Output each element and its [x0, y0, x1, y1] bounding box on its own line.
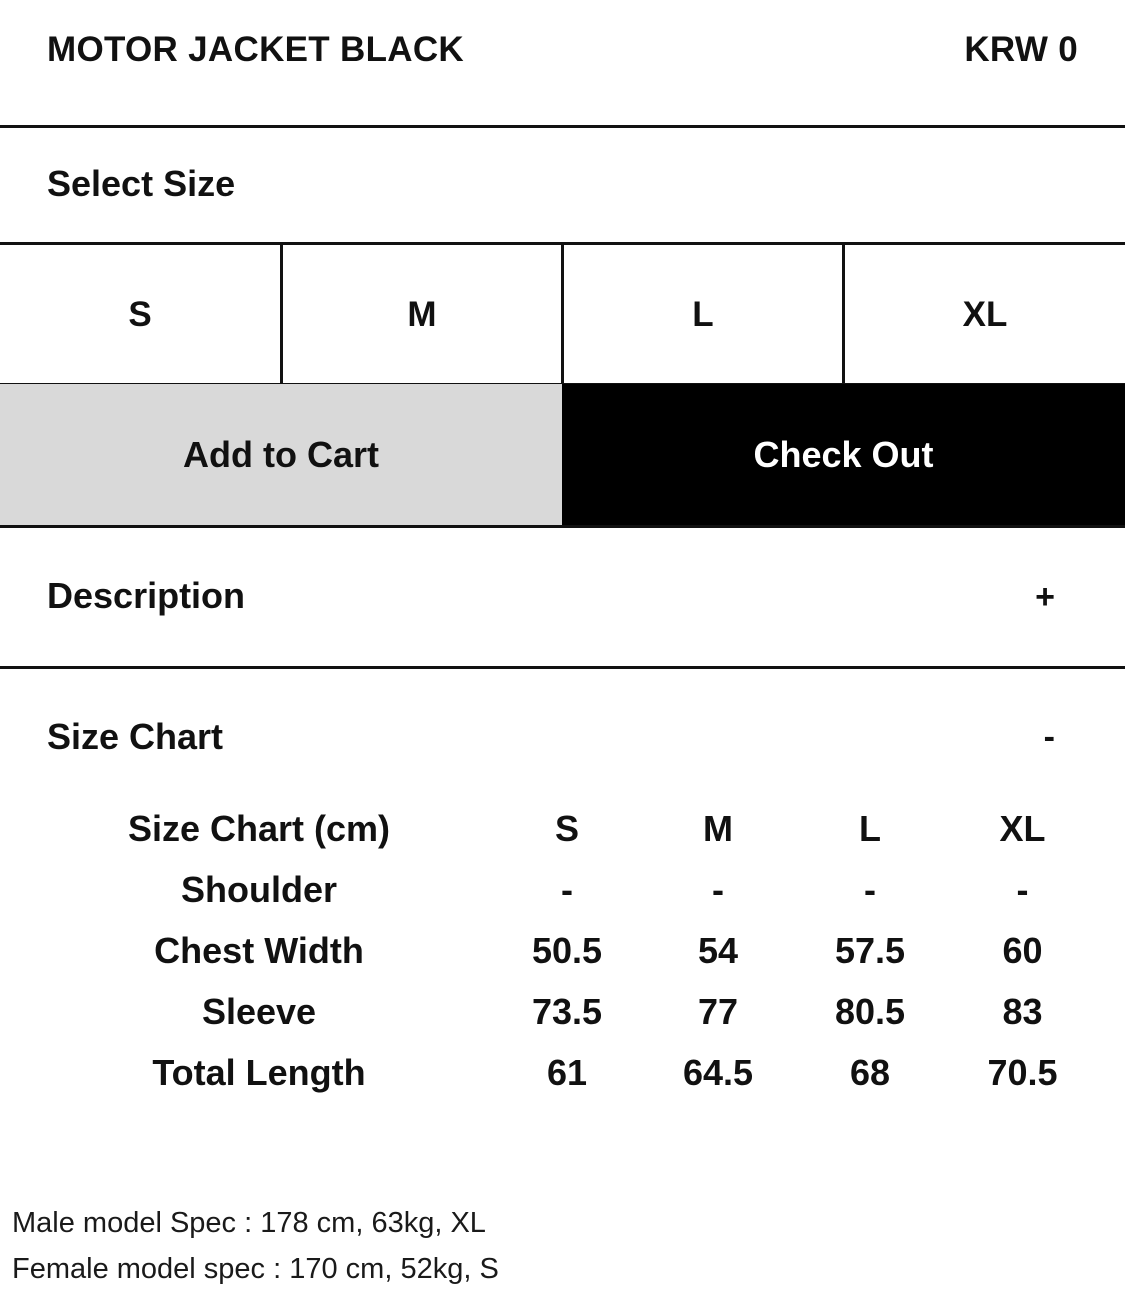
row-label: Total Length: [152, 1051, 366, 1093]
expand-icon[interactable]: +: [1035, 578, 1055, 616]
table-row: [0, 859, 1125, 920]
collapse-icon[interactable]: -: [1043, 718, 1055, 756]
column-header: M: [703, 807, 733, 849]
size-option-s[interactable]: S: [0, 245, 280, 384]
description-toggle[interactable]: Description: [47, 575, 246, 616]
size-option-xl[interactable]: XL: [845, 245, 1125, 384]
column-header: Size Chart (cm): [127, 807, 391, 849]
size-option-m[interactable]: M: [283, 245, 561, 384]
table-cell: 77: [697, 990, 739, 1032]
size-chart-toggle[interactable]: Size Chart: [47, 716, 224, 757]
male-model-spec: Male model Spec : 178 cm, 63kg, XL: [12, 1207, 486, 1239]
column-header: XL: [999, 807, 1046, 849]
column-header: S: [554, 807, 579, 849]
table-row: [0, 1042, 1125, 1103]
table-cell: 70.5: [987, 1051, 1058, 1093]
female-model-spec: Female model spec : 170 cm, 52kg, S: [12, 1253, 499, 1285]
row-label: Shoulder: [180, 868, 337, 910]
table-cell: 68: [849, 1051, 891, 1093]
table-row: [0, 981, 1125, 1042]
table-cell: -: [864, 868, 876, 910]
size-chart-table: [0, 798, 1125, 1103]
table-cell: 57.5: [834, 929, 906, 971]
column-header: L: [859, 807, 881, 849]
check-out-button[interactable]: Check Out: [562, 384, 1125, 526]
table-cell: -: [1016, 868, 1029, 910]
table-cell: 83: [1002, 990, 1043, 1032]
size-option-l[interactable]: L: [564, 245, 842, 384]
table-cell: 61: [546, 1051, 588, 1093]
table-cell: 54: [697, 929, 739, 971]
table-cell: -: [712, 868, 724, 910]
table-cell: 80.5: [834, 990, 906, 1032]
divider: [0, 525, 1125, 528]
product-title: MOTOR JACKET BLACK: [47, 30, 464, 69]
divider: [0, 125, 1125, 128]
row-label: Chest Width: [154, 929, 364, 971]
table-cell: 60: [1002, 929, 1043, 971]
table-cell: 73.5: [531, 990, 603, 1032]
table-cell: 64.5: [682, 1051, 754, 1093]
add-to-cart-button[interactable]: Add to Cart: [0, 384, 562, 526]
divider: [0, 666, 1125, 669]
product-price: KRW 0: [964, 30, 1078, 69]
table-header-row: [0, 798, 1125, 859]
table-row: [0, 920, 1125, 981]
table-cell: -: [561, 868, 573, 910]
row-label: Sleeve: [201, 990, 317, 1032]
table-cell: 50.5: [531, 929, 603, 971]
select-size-label: Select Size: [47, 163, 236, 204]
